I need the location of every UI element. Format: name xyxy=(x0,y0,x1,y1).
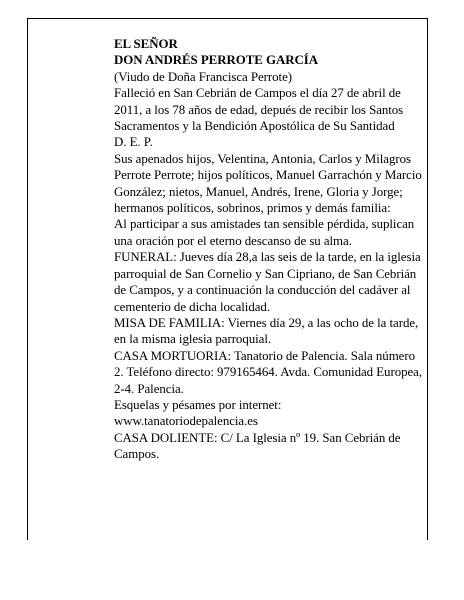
death-paragraph: Falleció en San Cebrián de Campos el día 27 de abril de 2011, a los 78 años de edad, depués de recibir los Santos Sacramentos y la Bendición Apostólica de Su Santidad xyxy=(114,86,404,134)
widower-line: (Viudo de Doña Francisca Perrote) xyxy=(114,69,292,84)
prayer-request: Al participar a sus amistades tan sensible pérdida, suplican una oración por el eterno descanso de su alma. xyxy=(114,217,415,248)
dep-line: D. E. P. xyxy=(114,135,153,150)
obituary-notice xyxy=(114,36,424,463)
deceased-name: DON ANDRÉS PERROTE GARCÍA xyxy=(114,53,318,68)
notice-heading: EL SEÑOR xyxy=(114,37,178,51)
family-paragraph: Sus apenados hijos, Velentina, Antonia, Carlos y Milagros Perrote Perrote; hijos políticos, Manuel Garrachón y Marcio González; nietos, Manuel, Andrés, Irene, Gloria y Jorge; hermanos políticos, sobrinos, primos y demás familia: xyxy=(114,151,422,216)
online-condolences: Esquelas y pésames por internet: www.tanatoriodepalencia.es xyxy=(114,397,282,429)
family-mass-paragraph: MISA DE FAMILIA: Viernes día 29, a las ocho de la tarde, en la misma iglesia parroquial. xyxy=(114,315,419,347)
mourning-house: CASA DOLIENTE: C/ La Iglesia nº 19. San Cebrián de Campos. xyxy=(114,430,401,462)
funeral-paragraph: FUNERAL: Jueves día 28,a las seis de la tarde, en la iglesia parroquial de San Cornelio y San Cipriano, de San Cebrián de Campos, y a continuación la conducción del cadáver al cementerio de dicha localidad. xyxy=(114,250,421,314)
mortuary-paragraph: CASA MORTUORIA: Tanatorio de Palencia. Sala número 2. Teléfono directo: 979165464. Avda. Comunidad Europea, 2-4. Palencia. xyxy=(114,348,422,396)
